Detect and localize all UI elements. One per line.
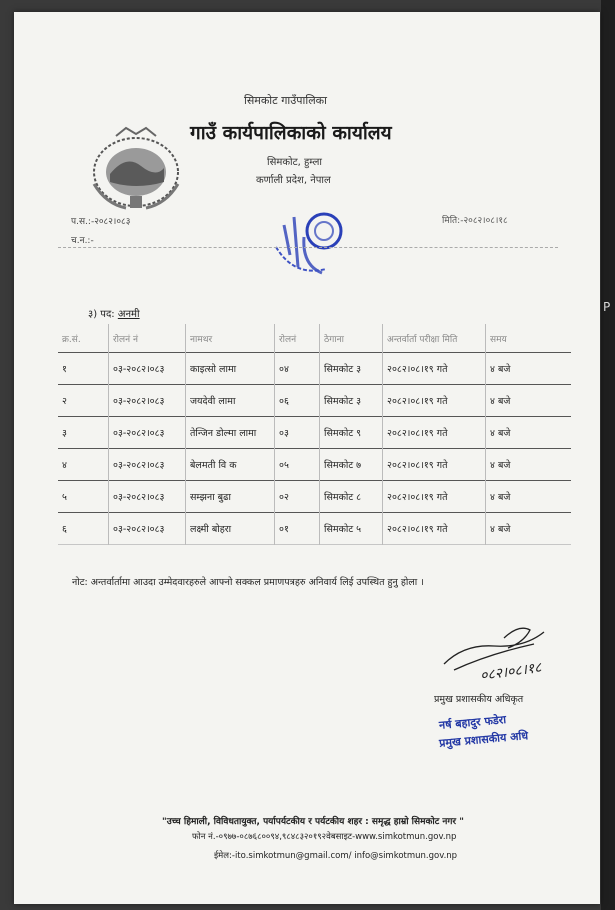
- table-row: [58, 385, 571, 417]
- stamp-officer-title: प्रमुख प्रशासकीय अधि: [438, 729, 529, 750]
- post-heading: [88, 306, 140, 320]
- post-name: अनमी: [117, 309, 140, 320]
- cell-time: ४ बजे: [486, 353, 572, 385]
- cell-time: ४ बजे: [486, 449, 572, 481]
- cell-date: २०८२।०८।१९ गते: [383, 353, 486, 385]
- cell-address: सिमकोट ५: [320, 513, 383, 545]
- government-emblem-icon: [86, 124, 186, 214]
- chalani-number: च.न.:-: [71, 236, 94, 246]
- cell-symbol: ०३-२०८२।०८३: [109, 481, 186, 513]
- cell-roll: ०४: [275, 353, 320, 385]
- cell-date: २०८२।०८।१९ गते: [383, 481, 486, 513]
- cell-serial: १: [58, 353, 109, 385]
- office-stamp-icon: [264, 207, 354, 282]
- cell-symbol: ०३-२०८२।०८३: [109, 513, 186, 545]
- cell-date: २०८२।०८।१९ गते: [383, 513, 486, 545]
- col-header-interview-date: अन्तर्वार्ता परीक्षा मिति: [383, 324, 486, 353]
- cell-date: २०८२।०८।१९ गते: [383, 449, 486, 481]
- signature-icon: [434, 624, 564, 694]
- table-header-row: [58, 324, 571, 353]
- table-row: [58, 481, 571, 513]
- cell-symbol: ०३-२०८२।०८३: [109, 353, 186, 385]
- address-line-1: सिमकोट, हुम्ला: [267, 157, 322, 168]
- post-prefix: ३) पद:: [88, 309, 115, 320]
- cell-name: जयदेवी लामा: [186, 385, 275, 417]
- table-row: [58, 513, 571, 545]
- table-row: [58, 417, 571, 449]
- col-header-symbol: रोलनं नं: [109, 324, 186, 353]
- cell-address: सिमकोट ३: [320, 385, 383, 417]
- header-divider: [58, 247, 558, 248]
- cell-time: ४ बजे: [486, 385, 572, 417]
- document-page: [14, 12, 600, 904]
- cell-name: लक्ष्मी बोहरा: [186, 513, 275, 545]
- cell-time: ४ बजे: [486, 481, 572, 513]
- cell-roll: ०६: [275, 385, 320, 417]
- cell-roll: ०२: [275, 481, 320, 513]
- cell-date: २०८२।०८।१९ गते: [383, 417, 486, 449]
- cell-address: सिमकोट ९: [320, 417, 383, 449]
- stamp-officer-name: नर्ष बहादुर फडेरा: [438, 713, 507, 732]
- cell-symbol: ०३-२०८२।०८३: [109, 385, 186, 417]
- cell-address: सिमकोट ७: [320, 449, 383, 481]
- cell-serial: ३: [58, 417, 109, 449]
- cell-time: ४ बजे: [486, 513, 572, 545]
- address-line-2: कर्णाली प्रदेश, नेपाल: [256, 175, 331, 186]
- col-header-serial: क्र.सं.: [58, 324, 109, 353]
- edge-letter: P: [603, 300, 611, 314]
- table-row: [58, 449, 571, 481]
- cell-serial: ६: [58, 513, 109, 545]
- cell-name: सम्झना बुढा: [186, 481, 275, 513]
- document-date: मिति:-२०८२।०८।१८: [442, 216, 508, 226]
- cell-roll: ०३: [275, 417, 320, 449]
- col-header-roll: रोलनं: [275, 324, 320, 353]
- cell-address: सिमकोट ८: [320, 481, 383, 513]
- cell-symbol: ०३-२०८२।०८३: [109, 449, 186, 481]
- cell-address: सिमकोट ३: [320, 353, 383, 385]
- officer-title: प्रमुख प्रशासकीय अधिकृत: [434, 694, 524, 705]
- footer-slogan: "उच्च हिमाली, विविधतायुक्त, पर्यापर्यटकीय र पर्यटकीय शहर : समृद्ध हाम्रो सिमकोट नगर ": [162, 817, 464, 827]
- cell-name: तेन्जिन डोल्मा लामा: [186, 417, 275, 449]
- cell-name: काइत्सो लामा: [186, 353, 275, 385]
- footer-email: ईमेल:-ito.simkotmun@gmail.com/ info@simkotmun.gov.np: [214, 851, 458, 861]
- cell-serial: ४: [58, 449, 109, 481]
- office-title: गाउँ कार्यपालिकाको कार्यालय: [190, 122, 392, 144]
- background-strip: [601, 0, 615, 910]
- col-header-time: समय: [490, 334, 507, 345]
- cell-serial: २: [58, 385, 109, 417]
- candidate-table: [58, 324, 571, 545]
- table-row: [58, 353, 571, 385]
- cell-name: बेलमती वि क: [186, 449, 275, 481]
- footer-contact: फोन नं.-०९७७-०८७६८००९४,९८४८३२०१९२वेबसाइट-www.simkotmun.gov.np: [192, 832, 457, 842]
- patra-sankhya: प.स.:-२०८२।०८३: [71, 217, 131, 227]
- col-header-name: नामथर: [186, 324, 275, 353]
- cell-time: ४ बजे: [486, 417, 572, 449]
- cell-roll: ०१: [275, 513, 320, 545]
- signature-date: ०८२।०८।१८: [479, 659, 543, 685]
- cell-roll: ०५: [275, 449, 320, 481]
- municipality-name: सिमकोट गाउँपालिका: [244, 94, 327, 107]
- cell-date: २०८२।०८।१९ गते: [383, 385, 486, 417]
- note-text: नोट: अन्तर्वार्तामा आउदा उम्मेदवारहरुले आफ्नो सक्कल प्रमाणपत्रहरु अनिवार्य लिई उपस्थित हुनु होला ।: [72, 577, 424, 588]
- cell-symbol: ०३-२०८२।०८३: [109, 417, 186, 449]
- col-header-address: ठेगाना: [320, 324, 383, 353]
- cell-serial: ५: [58, 481, 109, 513]
